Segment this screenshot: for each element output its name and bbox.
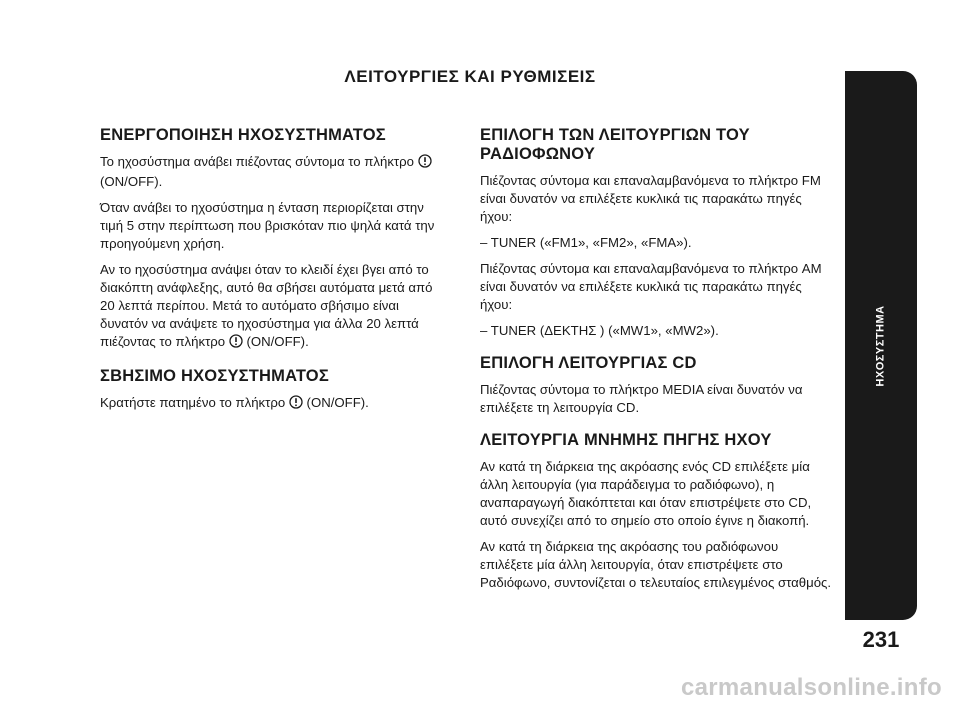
section-heading-power-on: ΕΝΕΡΓΟΠΟΙΗΣΗ ΗΧΟΣΥΣΤΗΜΑΤΟΣ: [100, 126, 386, 144]
chapter-tab-label: ΗΧΟΣΥΣΤΗΜΑ: [875, 304, 887, 387]
page-title: ΛΕΙΤΟΥΡΓΙΕΣ ΚΑΙ ΡΥΘΜΙΣΕΙΣ: [344, 67, 596, 86]
paragraph: Όταν ανάβει το ηχοσύστημα η ένταση περιορίζεται στην τιμή 5 στην περίπτωση που βρισκόταν πιο ψηλά κατά την προηγούμενη χρήση.: [100, 200, 435, 251]
paragraph: – TUNER (ΔΕΚΤΗΣ ) («MW1», «MW2»).: [480, 323, 719, 338]
section-heading-radio-functions: ΕΠΙΛΟΓΗ ΤΩΝ ΛΕΙΤΟΥΡΓΙΩΝ ΤΟΥ ΡΑΔΙΟΦΩΝΟΥ: [480, 126, 750, 163]
section-heading-cd-mode: ΕΠΙΛΟΓΗ ΛΕΙΤΟΥΡΓΙΑΣ CD: [480, 354, 697, 372]
section-power-on: [100, 126, 442, 353]
text: Το ηχοσύστημα ανάβει πιέζοντας σύντομα το πλήκτρο: [100, 154, 414, 169]
left-column: [100, 126, 442, 428]
power-button-icon: [418, 154, 432, 173]
section-heading-power-off: ΣΒΗΣΙΜΟ ΗΧΟΣΥΣΤΗΜΑΤΟΣ: [100, 367, 329, 385]
paragraph: Πιέζοντας σύντομα το πλήκτρο MEDIA είναι δυνατόν να επιλέξετε τη λειτουργία CD.: [480, 382, 803, 415]
page-number: 231: [862, 627, 900, 652]
section-radio-functions: [480, 126, 832, 340]
paragraph: Αν κατά τη διάρκεια της ακρόασης ενός CD επιλέξετε μία άλλη λειτουργία (για παράδειγμα το ραδιόφωνο), η αναπαραγωγή διακόπτεται και όταν επιστρέψετε στο CD, αυτό συνεχίζει από το σημείο στο οποίο έγινε η διακοπή.: [480, 459, 812, 528]
text: (ON/OFF).: [306, 395, 369, 410]
paragraph: [100, 394, 442, 414]
power-button-icon: [289, 395, 303, 414]
section-power-off: [100, 367, 442, 414]
section-source-memory: [480, 431, 832, 592]
section-heading-source-memory: ΛΕΙΤΟΥΡΓΙΑ ΜΝΗΜΗΣ ΠΗΓΗΣ ΗΧΟΥ: [480, 431, 772, 449]
right-column: [480, 126, 832, 606]
text: Κρατήστε πατημένο το πλήκτρο: [100, 395, 286, 410]
paragraph: – TUNER («FM1», «FM2», «FMA»).: [480, 235, 692, 250]
chapter-tab: [845, 71, 917, 620]
paragraph: [100, 153, 442, 191]
power-button-icon: [229, 334, 243, 353]
section-cd-mode: [480, 354, 832, 417]
text: (ON/OFF).: [100, 174, 163, 189]
paragraph: Αν κατά τη διάρκεια της ακρόασης του ραδιόφωνου επιλέξετε μία άλλη λειτουργία, όταν επιστρέψετε στο Ραδιόφωνο, συντονίζεται ο τελευταίος επιλεγμένος σταθμός.: [480, 539, 832, 590]
paragraph: Πιέζοντας σύντομα και επαναλαμβανόμενα το πλήκτρο AM είναι δυνατόν να επιλέξετε κυκλικά τις παρακάτω πηγές ήχου:: [480, 261, 822, 312]
paragraph: [100, 261, 442, 353]
watermark: carmanualsonline.info: [680, 674, 942, 701]
text: Αν το ηχοσύστημα ανάψει όταν το κλειδί έχει βγει από το διακόπτη ανάφλεξης, αυτό θα σβήσει αυτόματα μετά από 20 λεπτά περίπου. Μετά το αυτόματο σβήσιμο είναι δυνατόν να ανάψετε το ηχοσύστημα για άλλα 20 λεπτά πιέζοντας το πλήκτρο: [100, 262, 433, 349]
text: (ON/OFF).: [246, 334, 309, 349]
paragraph: Πιέζοντας σύντομα και επαναλαμβανόμενα το πλήκτρο FM είναι δυνατόν να επιλέξετε κυκλικά τις παρακάτω πηγές ήχου:: [480, 173, 821, 224]
